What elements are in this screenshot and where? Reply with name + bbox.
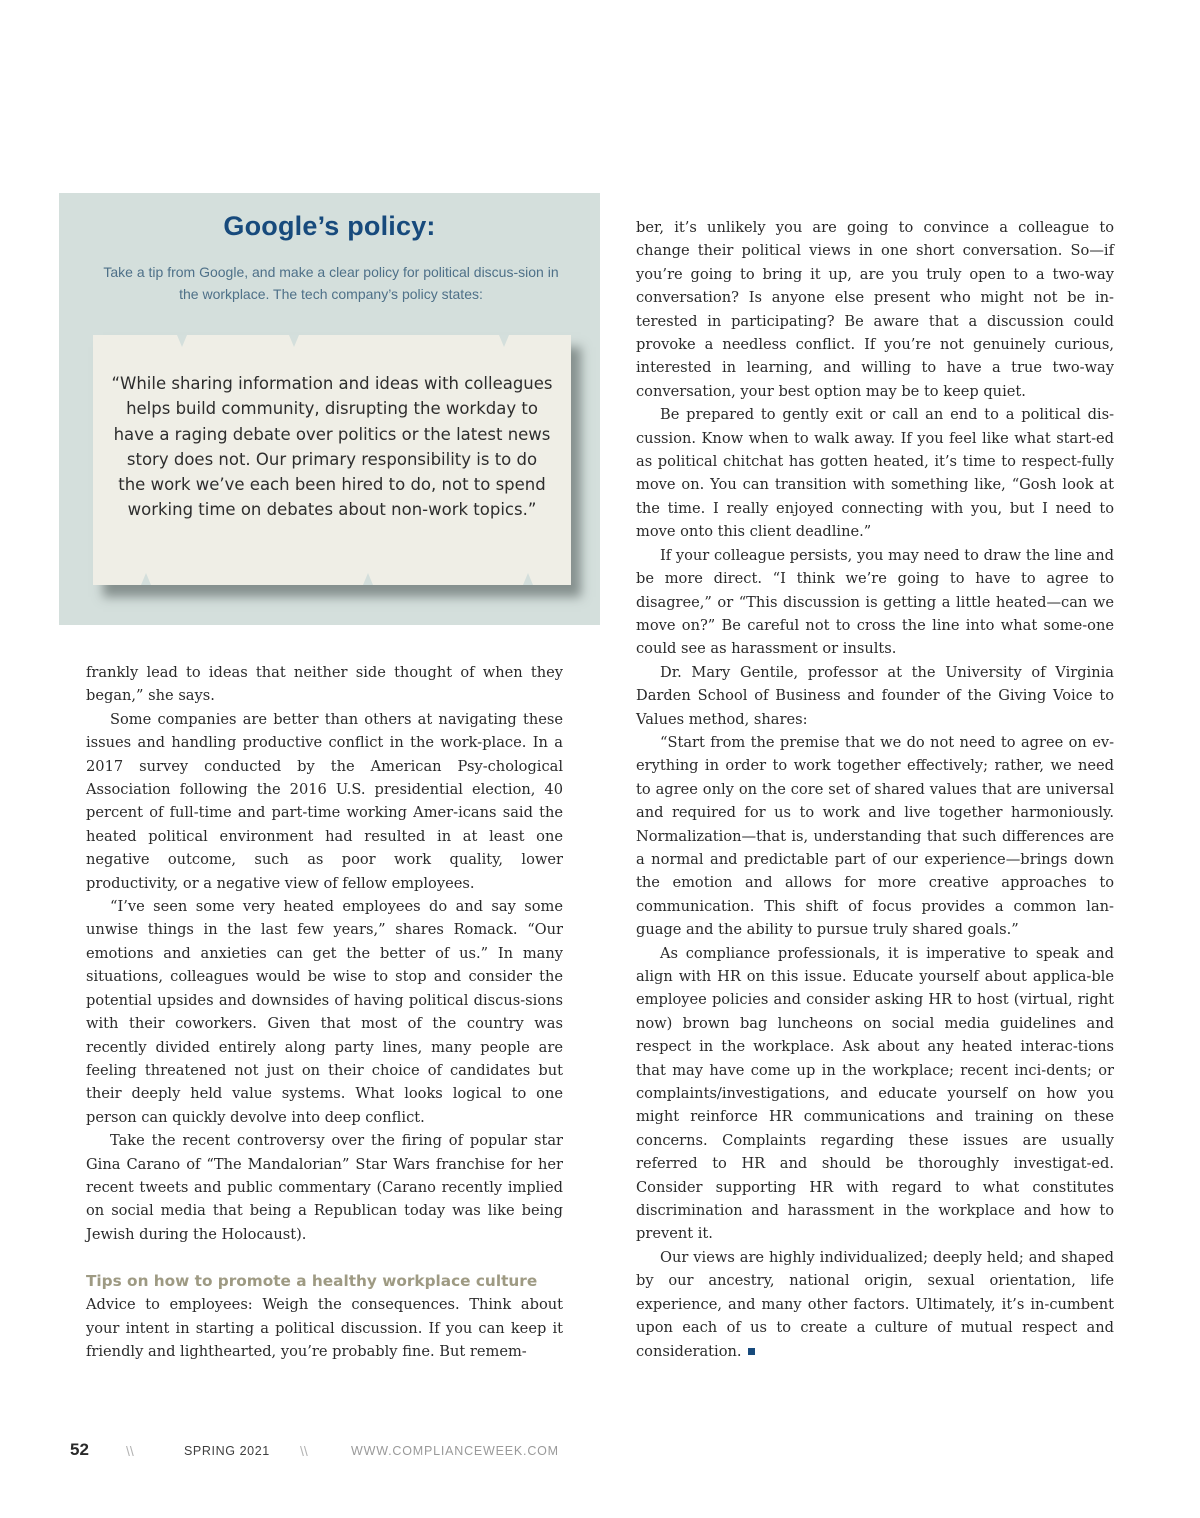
- body-paragraph: “I’ve seen some very heated employees do and say some unwise things in the last few years,” shares Romack. “Our emotions and anxieties can get the better of us.” In many situations, colleagues would be wise to stop and consider the potential upsides and downsides of having political discus-sions with their coworkers. Given that most of the country was recently divided entirely along party lines, many people are feeling threatened not just on their choice of candidates but their deeply held value systems. What looks logical to one person can quickly devolve into deep conflict.: [86, 898, 563, 1126]
- body-paragraph: Some companies are better than others at navigating these issues and handling productive conflict in the work-place. In a 2017 survey conducted by the American Psy-chological Association following the 2016 U.S. presidential election, 40 percent of full-time and part-time working Amer-icans said the heated political environment had resulted in at least one negative outcome, such as poor work quality, lower productivity, or a negative view of fellow employees.: [86, 710, 563, 892]
- end-of-article-icon: [748, 1348, 755, 1355]
- footer-separator: \\: [300, 1443, 308, 1459]
- tips-heading: Tips on how to promote a healthy workplace culture: [86, 1272, 538, 1291]
- body-paragraph: frankly lead to ideas that neither side thought of when they began,” she says.: [86, 664, 563, 705]
- body-paragraph: Advice to employees: Weigh the consequences. Think about your intent in starting a political discussion. If you can keep it friendly and lighthearted, you’re probably fine. But remem-: [86, 1296, 563, 1360]
- website-link[interactable]: WWW.COMPLIANCEWEEK.COM: [351, 1444, 559, 1458]
- parchment-edge-notch: [289, 335, 299, 347]
- quote-parchment: [93, 335, 571, 585]
- parchment-edge-notch: [363, 573, 373, 585]
- body-paragraph: Take the recent controversy over the firing of popular star Gina Carano of “The Mandalorian” Star Wars franchise for her recent tweets and public commentary (Carano recently implied on social media that being a Republican today was like being Jewish during the Holocaust).: [86, 1132, 563, 1243]
- issue-season: SPRING 2021: [184, 1444, 270, 1458]
- closing-paragraph-text: Our views are highly individualized; deeply held; and shaped by our ancestry, national origin, sexual orientation, life experience, and many other factors. Ultimately, it’s in-cumbent upon each of us to create a culture of mutual respect and consideration.: [636, 1248, 1114, 1360]
- google-policy-quote: “While sharing information and ideas with colleagues helps build community, disrupting the workday to have a raging debate over politics or the latest news story does not. Our primary responsibility is to do the work we’ve each been hired to do, not to spend working time on debates about non-work topics.”: [111, 374, 553, 520]
- sidebar-title: Google’s policy:: [223, 211, 436, 241]
- parchment-edge-notch: [141, 573, 151, 585]
- body-paragraph: “Start from the premise that we do not need to agree on ev-erything in order to work together effectively; rather, we need to agree only on the core set of shared values that are universal and required for us to work and live together harmoniously. Normalization—that is, understanding that such differences are a normal and predictable part of our experience—brings down the emotion and allows for more creative approaches to communication. This shift of focus provides a common lan-guage and the ability to pursue truly shared goals.”: [636, 733, 1114, 939]
- policy-sidebar: [59, 193, 600, 625]
- body-paragraph: Be prepared to gently exit or call an end to a political dis-cussion. Know when to walk away. If you feel like what start-ed as political chitchat has gotten heated, it’s time to respect-fully move on. You can transition with something like, “Gosh look at the time. I really enjoyed connecting with you, but I need to move onto this client deadline.”: [636, 406, 1114, 541]
- parchment-edge-notch: [499, 335, 509, 347]
- body-paragraph: ber, it’s unlikely you are going to convince a colleague to change their political views in one short conversation. So—if you’re going to bring it up, are you truly open to a two-way conversation? Is anyone else present who might not be in-terested in participating? Be aware that a discussion could provoke a needless conflict. If you’re not genuinely curious, interested in learning, and willing to have a true two-way conversation, your best option may be to keep quiet.: [636, 219, 1114, 400]
- left-column: [86, 661, 563, 1363]
- body-paragraph: As compliance professionals, it is imperative to speak and align with HR on this issue. Educate yourself about applica-ble employee policies and consider asking HR to host (virtual, right now) brown bag luncheons on social media guidelines and respect in the workplace. Ask about any heated interac-tions that may have come up in the workplace; recent inci-dents; or complaints/investigations, and educate yourself on how you might reinforce HR communications and training on these concerns. Complaints regarding these issues are usually referred to HR and should be thoroughly investigat-ed. Consider supporting HR with regard to what constitutes discrimination and harassment in the workplace and how to prevent it.: [636, 944, 1114, 1243]
- page-number: 52: [70, 1440, 89, 1459]
- footer-separator: \\: [126, 1443, 134, 1459]
- parchment-edge-notch: [523, 573, 533, 585]
- sidebar-intro: Take a tip from Google, and make a clear policy for political discus-sion in the workplace. The tech company’s policy states:: [103, 264, 559, 302]
- body-paragraph: Dr. Mary Gentile, professor at the University of Virginia Darden School of Business and founder of the Giving Voice to Values method, shares:: [636, 663, 1114, 728]
- right-column: [636, 216, 1114, 1363]
- parchment-edge-notch: [177, 335, 187, 347]
- page-footer: [70, 1440, 670, 1466]
- body-paragraph: If your colleague persists, you may need to draw the line and be more direct. “I think we’re going to have to agree to disagree,” or “This discussion is getting a little heated—can we move on?” Be careful not to cross the line into what some-one could see as harassment or insults.: [636, 546, 1114, 658]
- closing-paragraph: [636, 1246, 1114, 1363]
